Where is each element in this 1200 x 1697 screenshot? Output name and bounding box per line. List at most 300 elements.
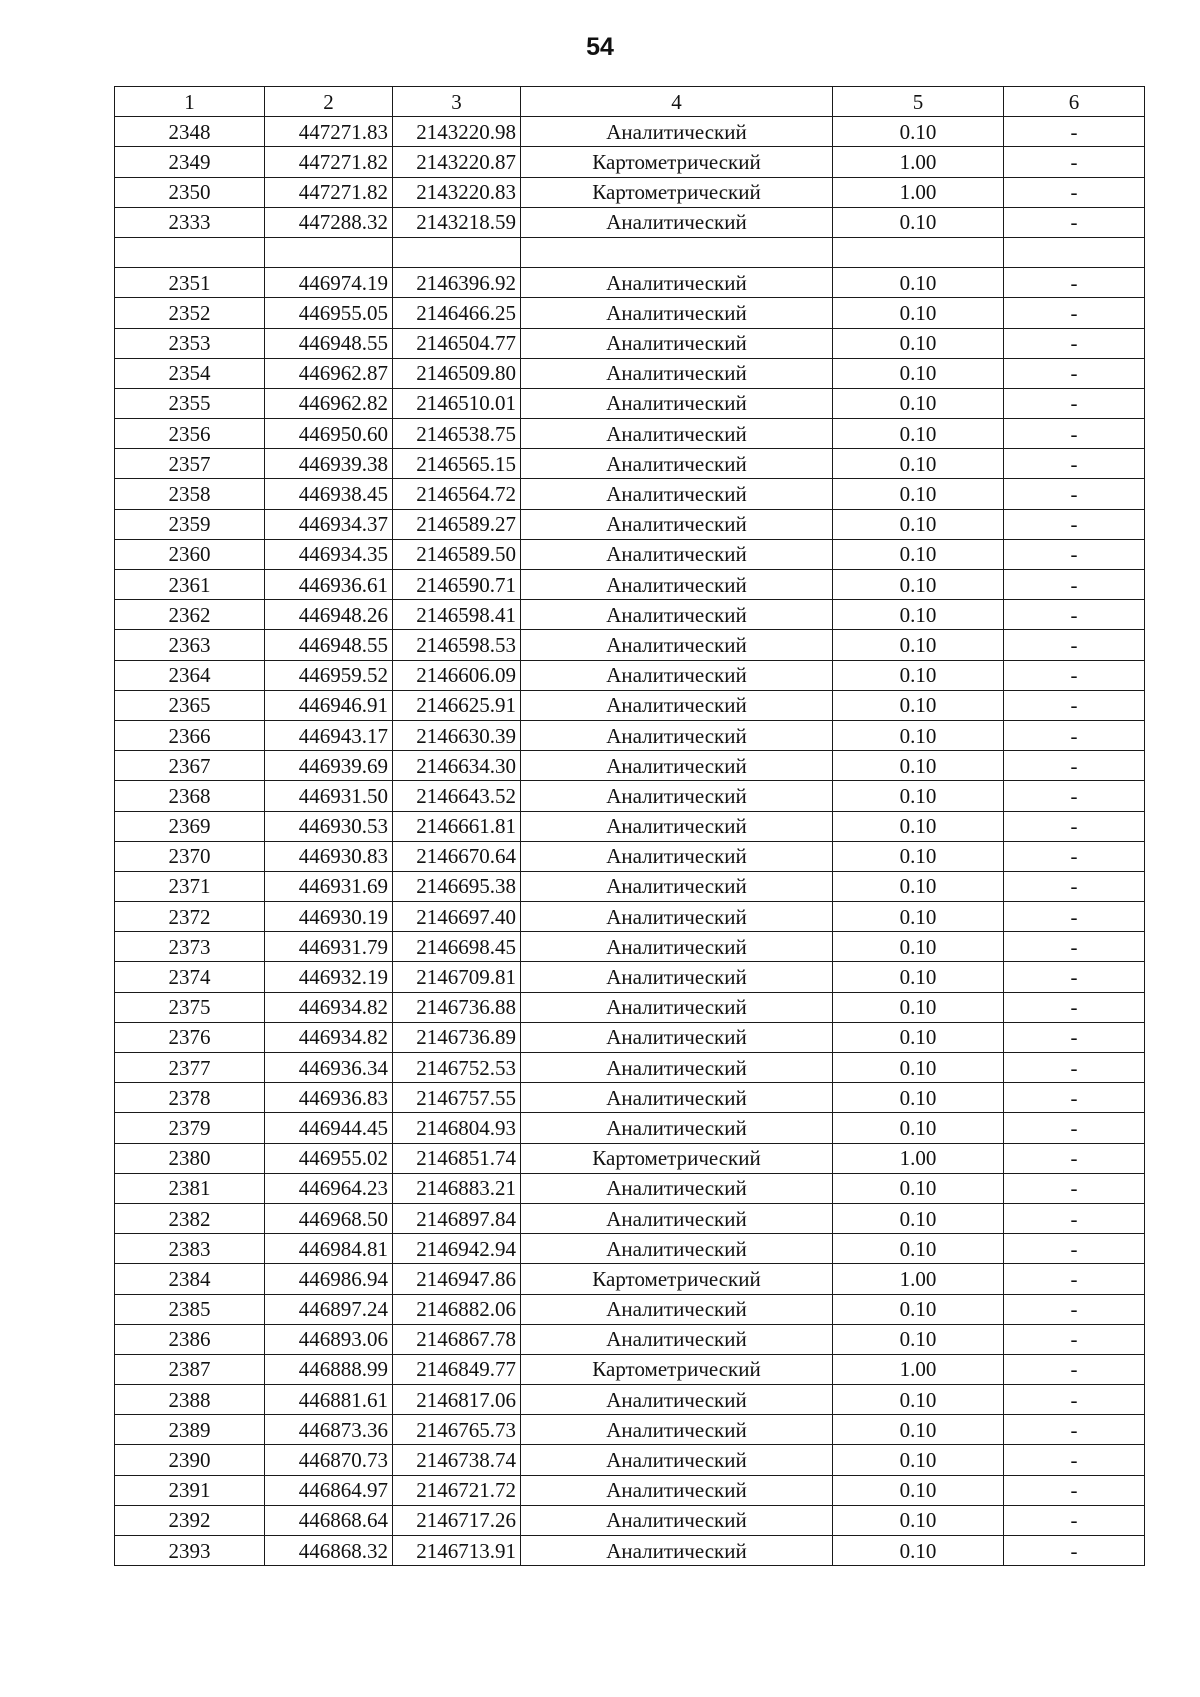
- x-coordinate-cell: 446948.55: [265, 630, 393, 660]
- table-row: [115, 539, 1145, 569]
- x-coordinate-cell: 446943.17: [265, 720, 393, 750]
- point-number-cell: 2383: [115, 1234, 265, 1264]
- table-row: [115, 1173, 1145, 1203]
- table-row: [115, 720, 1145, 750]
- x-coordinate-cell: 446936.83: [265, 1083, 393, 1113]
- x-coordinate-cell: 446938.45: [265, 479, 393, 509]
- y-coordinate-cell: 2146670.64: [393, 841, 521, 871]
- table-row: [115, 449, 1145, 479]
- x-coordinate-cell: 446962.87: [265, 358, 393, 388]
- table-row: [115, 902, 1145, 932]
- method-cell: Аналитический: [521, 902, 833, 932]
- accuracy-cell: 0.10: [833, 479, 1004, 509]
- y-coordinate-cell: 2143220.98: [393, 117, 521, 147]
- table-row: [115, 1113, 1145, 1143]
- note-cell: -: [1004, 1234, 1145, 1264]
- accuracy-cell: 0.10: [833, 781, 1004, 811]
- point-number-cell: 2364: [115, 660, 265, 690]
- note-cell: -: [1004, 1053, 1145, 1083]
- accuracy-cell: 0.10: [833, 1053, 1004, 1083]
- note-cell: -: [1004, 1173, 1145, 1203]
- point-number-cell: 2387: [115, 1354, 265, 1384]
- note-cell: -: [1004, 570, 1145, 600]
- note-cell: -: [1004, 811, 1145, 841]
- table-row: [115, 117, 1145, 147]
- note-cell: -: [1004, 690, 1145, 720]
- x-coordinate-cell: 446931.79: [265, 932, 393, 962]
- method-cell: Аналитический: [521, 509, 833, 539]
- x-coordinate-cell: 446986.94: [265, 1264, 393, 1294]
- table-row: [115, 841, 1145, 871]
- y-coordinate-cell: 2146589.27: [393, 509, 521, 539]
- y-coordinate-cell: 2146695.38: [393, 871, 521, 901]
- note-cell: -: [1004, 720, 1145, 750]
- method-cell: Аналитический: [521, 1324, 833, 1354]
- table-row: [115, 328, 1145, 358]
- y-coordinate-cell: 2143218.59: [393, 207, 521, 237]
- method-cell: Аналитический: [521, 992, 833, 1022]
- table-row: [115, 1415, 1145, 1445]
- y-coordinate-cell: 2146736.89: [393, 1022, 521, 1052]
- y-coordinate-cell: 2146738.74: [393, 1445, 521, 1475]
- table-row: [115, 962, 1145, 992]
- point-number-cell: 2375: [115, 992, 265, 1022]
- point-number-cell: 2376: [115, 1022, 265, 1052]
- y-coordinate-cell: 2146625.91: [393, 690, 521, 720]
- accuracy-cell: 0.10: [833, 298, 1004, 328]
- y-coordinate-cell: 2146736.88: [393, 992, 521, 1022]
- accuracy-cell: 0.10: [833, 962, 1004, 992]
- y-coordinate-cell: 2146510.01: [393, 388, 521, 418]
- column-header: 4: [521, 87, 833, 117]
- x-coordinate-cell: 446868.64: [265, 1505, 393, 1535]
- table-row: [115, 1203, 1145, 1233]
- accuracy-cell: 0.10: [833, 539, 1004, 569]
- table-row: [115, 1354, 1145, 1384]
- y-coordinate-cell: 2146564.72: [393, 479, 521, 509]
- x-coordinate-cell: 447271.82: [265, 147, 393, 177]
- y-coordinate-cell: 2146817.06: [393, 1385, 521, 1415]
- method-cell: Аналитический: [521, 781, 833, 811]
- method-cell: Аналитический: [521, 690, 833, 720]
- point-number-cell: 2355: [115, 388, 265, 418]
- table-row: [115, 1022, 1145, 1052]
- point-number-cell: 2363: [115, 630, 265, 660]
- point-number-cell: 2368: [115, 781, 265, 811]
- table-row: [115, 207, 1145, 237]
- accuracy-cell: 1.00: [833, 177, 1004, 207]
- table-row: [115, 1083, 1145, 1113]
- accuracy-cell: 0.10: [833, 992, 1004, 1022]
- y-coordinate-cell: 2146509.80: [393, 358, 521, 388]
- point-number-cell: 2351: [115, 268, 265, 298]
- table-row: [115, 1143, 1145, 1173]
- table-row: [115, 177, 1145, 207]
- method-cell: Аналитический: [521, 600, 833, 630]
- accuracy-cell: 0.10: [833, 1475, 1004, 1505]
- point-number-cell: 2349: [115, 147, 265, 177]
- accuracy-cell: 0.10: [833, 1445, 1004, 1475]
- method-cell: Аналитический: [521, 207, 833, 237]
- note-cell: -: [1004, 962, 1145, 992]
- x-coordinate-cell: 446984.81: [265, 1234, 393, 1264]
- header-row: [115, 87, 1145, 117]
- accuracy-cell: 0.10: [833, 1234, 1004, 1264]
- note-cell: -: [1004, 1385, 1145, 1415]
- table-row: [115, 600, 1145, 630]
- table-row: [115, 932, 1145, 962]
- accuracy-cell: 0.10: [833, 600, 1004, 630]
- accuracy-cell: 0.10: [833, 1324, 1004, 1354]
- y-coordinate-cell: 2146897.84: [393, 1203, 521, 1233]
- method-cell: Аналитический: [521, 660, 833, 690]
- x-coordinate-cell: 446864.97: [265, 1475, 393, 1505]
- accuracy-cell: 0.10: [833, 268, 1004, 298]
- table-row: [115, 479, 1145, 509]
- point-number-cell: 2391: [115, 1475, 265, 1505]
- x-coordinate-cell: 446930.83: [265, 841, 393, 871]
- x-coordinate-cell: 446939.38: [265, 449, 393, 479]
- note-cell: -: [1004, 117, 1145, 147]
- y-coordinate-cell: 2146565.15: [393, 449, 521, 479]
- note-cell: -: [1004, 600, 1145, 630]
- x-coordinate-cell: 446948.26: [265, 600, 393, 630]
- point-number-cell: 2386: [115, 1324, 265, 1354]
- method-cell: Аналитический: [521, 1475, 833, 1505]
- x-coordinate-cell: 446974.19: [265, 268, 393, 298]
- accuracy-cell: 0.10: [833, 841, 1004, 871]
- accuracy-cell: 0.10: [833, 932, 1004, 962]
- y-coordinate-cell: 2146883.21: [393, 1173, 521, 1203]
- x-coordinate-cell: 446934.82: [265, 1022, 393, 1052]
- table-row: [115, 660, 1145, 690]
- point-number-cell: 2367: [115, 751, 265, 781]
- y-coordinate-cell: 2146713.91: [393, 1536, 521, 1566]
- note-cell: -: [1004, 177, 1145, 207]
- point-number-cell: 2378: [115, 1083, 265, 1113]
- y-coordinate-cell: 2143220.83: [393, 177, 521, 207]
- method-cell: Аналитический: [521, 328, 833, 358]
- note-cell: -: [1004, 419, 1145, 449]
- column-header: 2: [265, 87, 393, 117]
- x-coordinate-cell: [265, 237, 393, 267]
- accuracy-cell: 0.10: [833, 358, 1004, 388]
- column-header: 3: [393, 87, 521, 117]
- y-coordinate-cell: 2146867.78: [393, 1324, 521, 1354]
- note-cell: -: [1004, 1143, 1145, 1173]
- y-coordinate-cell: 2146942.94: [393, 1234, 521, 1264]
- y-coordinate-cell: 2146752.53: [393, 1053, 521, 1083]
- x-coordinate-cell: 446934.82: [265, 992, 393, 1022]
- point-number-cell: 2357: [115, 449, 265, 479]
- y-coordinate-cell: 2146757.55: [393, 1083, 521, 1113]
- method-cell: Аналитический: [521, 479, 833, 509]
- point-number-cell: 2353: [115, 328, 265, 358]
- accuracy-cell: 0.10: [833, 207, 1004, 237]
- point-number-cell: 2366: [115, 720, 265, 750]
- y-coordinate-cell: 2146661.81: [393, 811, 521, 841]
- x-coordinate-cell: 446934.37: [265, 509, 393, 539]
- table-row: [115, 509, 1145, 539]
- point-number-cell: 2392: [115, 1505, 265, 1535]
- note-cell: -: [1004, 1203, 1145, 1233]
- point-number-cell: 2382: [115, 1203, 265, 1233]
- note-cell: -: [1004, 1264, 1145, 1294]
- x-coordinate-cell: 446931.69: [265, 871, 393, 901]
- y-coordinate-cell: 2146589.50: [393, 539, 521, 569]
- note-cell: -: [1004, 871, 1145, 901]
- accuracy-cell: 0.10: [833, 1113, 1004, 1143]
- column-header: 6: [1004, 87, 1145, 117]
- point-number-cell: 2352: [115, 298, 265, 328]
- y-coordinate-cell: 2146598.41: [393, 600, 521, 630]
- accuracy-cell: 0.10: [833, 388, 1004, 418]
- method-cell: Аналитический: [521, 388, 833, 418]
- note-cell: -: [1004, 932, 1145, 962]
- accuracy-cell: 0.10: [833, 1022, 1004, 1052]
- method-cell: Аналитический: [521, 117, 833, 147]
- x-coordinate-cell: 446873.36: [265, 1415, 393, 1445]
- method-cell: Аналитический: [521, 570, 833, 600]
- x-coordinate-cell: 446930.53: [265, 811, 393, 841]
- note-cell: -: [1004, 841, 1145, 871]
- table-row: [115, 811, 1145, 841]
- x-coordinate-cell: 446944.45: [265, 1113, 393, 1143]
- method-cell: [521, 237, 833, 267]
- page-number: 54: [586, 33, 614, 61]
- accuracy-cell: 0.10: [833, 1083, 1004, 1113]
- y-coordinate-cell: 2146396.92: [393, 268, 521, 298]
- table-row: [115, 419, 1145, 449]
- point-number-cell: 2358: [115, 479, 265, 509]
- point-number-cell: 2350: [115, 177, 265, 207]
- note-cell: -: [1004, 1113, 1145, 1143]
- note-cell: -: [1004, 207, 1145, 237]
- method-cell: Аналитический: [521, 449, 833, 479]
- method-cell: Аналитический: [521, 720, 833, 750]
- accuracy-cell: 1.00: [833, 1354, 1004, 1384]
- point-number-cell: 2373: [115, 932, 265, 962]
- method-cell: Аналитический: [521, 1445, 833, 1475]
- table-row: [115, 1445, 1145, 1475]
- method-cell: Аналитический: [521, 419, 833, 449]
- x-coordinate-cell: 446968.50: [265, 1203, 393, 1233]
- note-cell: -: [1004, 1022, 1145, 1052]
- point-number-cell: [115, 237, 265, 267]
- point-number-cell: 2370: [115, 841, 265, 871]
- point-number-cell: 2333: [115, 207, 265, 237]
- x-coordinate-cell: 446962.82: [265, 388, 393, 418]
- x-coordinate-cell: 447271.82: [265, 177, 393, 207]
- x-coordinate-cell: 446964.23: [265, 1173, 393, 1203]
- accuracy-cell: 0.10: [833, 449, 1004, 479]
- table-body: [115, 117, 1145, 1566]
- method-cell: Аналитический: [521, 1234, 833, 1264]
- x-coordinate-cell: 446959.52: [265, 660, 393, 690]
- accuracy-cell: 0.10: [833, 1536, 1004, 1566]
- point-number-cell: 2362: [115, 600, 265, 630]
- note-cell: -: [1004, 1445, 1145, 1475]
- table-row: [115, 630, 1145, 660]
- table-row: [115, 992, 1145, 1022]
- method-cell: Аналитический: [521, 1083, 833, 1113]
- x-coordinate-cell: 446934.35: [265, 539, 393, 569]
- method-cell: Аналитический: [521, 358, 833, 388]
- y-coordinate-cell: 2146698.45: [393, 932, 521, 962]
- y-coordinate-cell: 2146590.71: [393, 570, 521, 600]
- method-cell: Картометрический: [521, 1264, 833, 1294]
- y-coordinate-cell: 2146598.53: [393, 630, 521, 660]
- y-coordinate-cell: 2146804.93: [393, 1113, 521, 1143]
- method-cell: Аналитический: [521, 1536, 833, 1566]
- table-row: [115, 781, 1145, 811]
- method-cell: Аналитический: [521, 1415, 833, 1445]
- x-coordinate-cell: 447288.32: [265, 207, 393, 237]
- y-coordinate-cell: 2146697.40: [393, 902, 521, 932]
- method-cell: Аналитический: [521, 630, 833, 660]
- note-cell: -: [1004, 992, 1145, 1022]
- method-cell: Аналитический: [521, 268, 833, 298]
- y-coordinate-cell: 2146634.30: [393, 751, 521, 781]
- point-number-cell: 2377: [115, 1053, 265, 1083]
- point-number-cell: 2356: [115, 419, 265, 449]
- column-header: 1: [115, 87, 265, 117]
- point-number-cell: 2385: [115, 1294, 265, 1324]
- accuracy-cell: 0.10: [833, 630, 1004, 660]
- point-number-cell: 2374: [115, 962, 265, 992]
- x-coordinate-cell: 446870.73: [265, 1445, 393, 1475]
- accuracy-cell: [833, 237, 1004, 267]
- table-row: [115, 1385, 1145, 1415]
- x-coordinate-cell: 446931.50: [265, 781, 393, 811]
- note-cell: -: [1004, 1083, 1145, 1113]
- y-coordinate-cell: 2146643.52: [393, 781, 521, 811]
- note-cell: -: [1004, 751, 1145, 781]
- y-coordinate-cell: 2146765.73: [393, 1415, 521, 1445]
- note-cell: -: [1004, 1294, 1145, 1324]
- y-coordinate-cell: 2146538.75: [393, 419, 521, 449]
- table-row: [115, 871, 1145, 901]
- table-row: [115, 751, 1145, 781]
- method-cell: Аналитический: [521, 841, 833, 871]
- method-cell: Аналитический: [521, 539, 833, 569]
- table-row: [115, 1264, 1145, 1294]
- coordinates-table: [114, 86, 1145, 1566]
- accuracy-cell: 1.00: [833, 147, 1004, 177]
- table-row: [115, 1324, 1145, 1354]
- table-header: [115, 87, 1145, 117]
- accuracy-cell: 0.10: [833, 1173, 1004, 1203]
- note-cell: -: [1004, 1354, 1145, 1384]
- point-number-cell: 2389: [115, 1415, 265, 1445]
- accuracy-cell: 0.10: [833, 1294, 1004, 1324]
- accuracy-cell: 1.00: [833, 1264, 1004, 1294]
- point-number-cell: 2381: [115, 1173, 265, 1203]
- point-number-cell: 2369: [115, 811, 265, 841]
- y-coordinate-cell: 2143220.87: [393, 147, 521, 177]
- table-row: [115, 147, 1145, 177]
- note-cell: -: [1004, 388, 1145, 418]
- table-row: [115, 1053, 1145, 1083]
- method-cell: Аналитический: [521, 1053, 833, 1083]
- method-cell: Аналитический: [521, 1385, 833, 1415]
- method-cell: Аналитический: [521, 1113, 833, 1143]
- method-cell: Аналитический: [521, 751, 833, 781]
- y-coordinate-cell: 2146717.26: [393, 1505, 521, 1535]
- y-coordinate-cell: 2146504.77: [393, 328, 521, 358]
- y-coordinate-cell: 2146709.81: [393, 962, 521, 992]
- x-coordinate-cell: 446893.06: [265, 1324, 393, 1354]
- method-cell: Картометрический: [521, 1354, 833, 1384]
- accuracy-cell: 0.10: [833, 117, 1004, 147]
- x-coordinate-cell: 446950.60: [265, 419, 393, 449]
- y-coordinate-cell: 2146606.09: [393, 660, 521, 690]
- note-cell: -: [1004, 268, 1145, 298]
- table-row: [115, 1475, 1145, 1505]
- point-number-cell: 2384: [115, 1264, 265, 1294]
- method-cell: Аналитический: [521, 1173, 833, 1203]
- y-coordinate-cell: [393, 237, 521, 267]
- x-coordinate-cell: 446868.32: [265, 1536, 393, 1566]
- table-row: [115, 237, 1145, 267]
- point-number-cell: 2380: [115, 1143, 265, 1173]
- accuracy-cell: 0.10: [833, 1415, 1004, 1445]
- x-coordinate-cell: 446936.34: [265, 1053, 393, 1083]
- method-cell: Аналитический: [521, 811, 833, 841]
- point-number-cell: 2390: [115, 1445, 265, 1475]
- method-cell: Аналитический: [521, 1203, 833, 1233]
- note-cell: -: [1004, 1505, 1145, 1535]
- accuracy-cell: 0.10: [833, 660, 1004, 690]
- point-number-cell: 2372: [115, 902, 265, 932]
- accuracy-cell: 0.10: [833, 871, 1004, 901]
- point-number-cell: 2379: [115, 1113, 265, 1143]
- accuracy-cell: 0.10: [833, 1385, 1004, 1415]
- accuracy-cell: 1.00: [833, 1143, 1004, 1173]
- method-cell: Аналитический: [521, 1022, 833, 1052]
- point-number-cell: 2365: [115, 690, 265, 720]
- note-cell: -: [1004, 1415, 1145, 1445]
- method-cell: Картометрический: [521, 1143, 833, 1173]
- method-cell: Аналитический: [521, 932, 833, 962]
- point-number-cell: 2359: [115, 509, 265, 539]
- point-number-cell: 2348: [115, 117, 265, 147]
- table-row: [115, 298, 1145, 328]
- accuracy-cell: 0.10: [833, 509, 1004, 539]
- note-cell: -: [1004, 660, 1145, 690]
- y-coordinate-cell: 2146630.39: [393, 720, 521, 750]
- accuracy-cell: 0.10: [833, 328, 1004, 358]
- table-row: [115, 690, 1145, 720]
- y-coordinate-cell: 2146466.25: [393, 298, 521, 328]
- note-cell: -: [1004, 328, 1145, 358]
- x-coordinate-cell: 446888.99: [265, 1354, 393, 1384]
- note-cell: -: [1004, 1324, 1145, 1354]
- method-cell: Картометрический: [521, 147, 833, 177]
- x-coordinate-cell: 446955.02: [265, 1143, 393, 1173]
- x-coordinate-cell: 446881.61: [265, 1385, 393, 1415]
- x-coordinate-cell: 446897.24: [265, 1294, 393, 1324]
- accuracy-cell: 0.10: [833, 690, 1004, 720]
- table-row: [115, 570, 1145, 600]
- method-cell: Аналитический: [521, 871, 833, 901]
- note-cell: [1004, 237, 1145, 267]
- note-cell: -: [1004, 902, 1145, 932]
- x-coordinate-cell: 446948.55: [265, 328, 393, 358]
- note-cell: -: [1004, 630, 1145, 660]
- point-number-cell: 2393: [115, 1536, 265, 1566]
- point-number-cell: 2360: [115, 539, 265, 569]
